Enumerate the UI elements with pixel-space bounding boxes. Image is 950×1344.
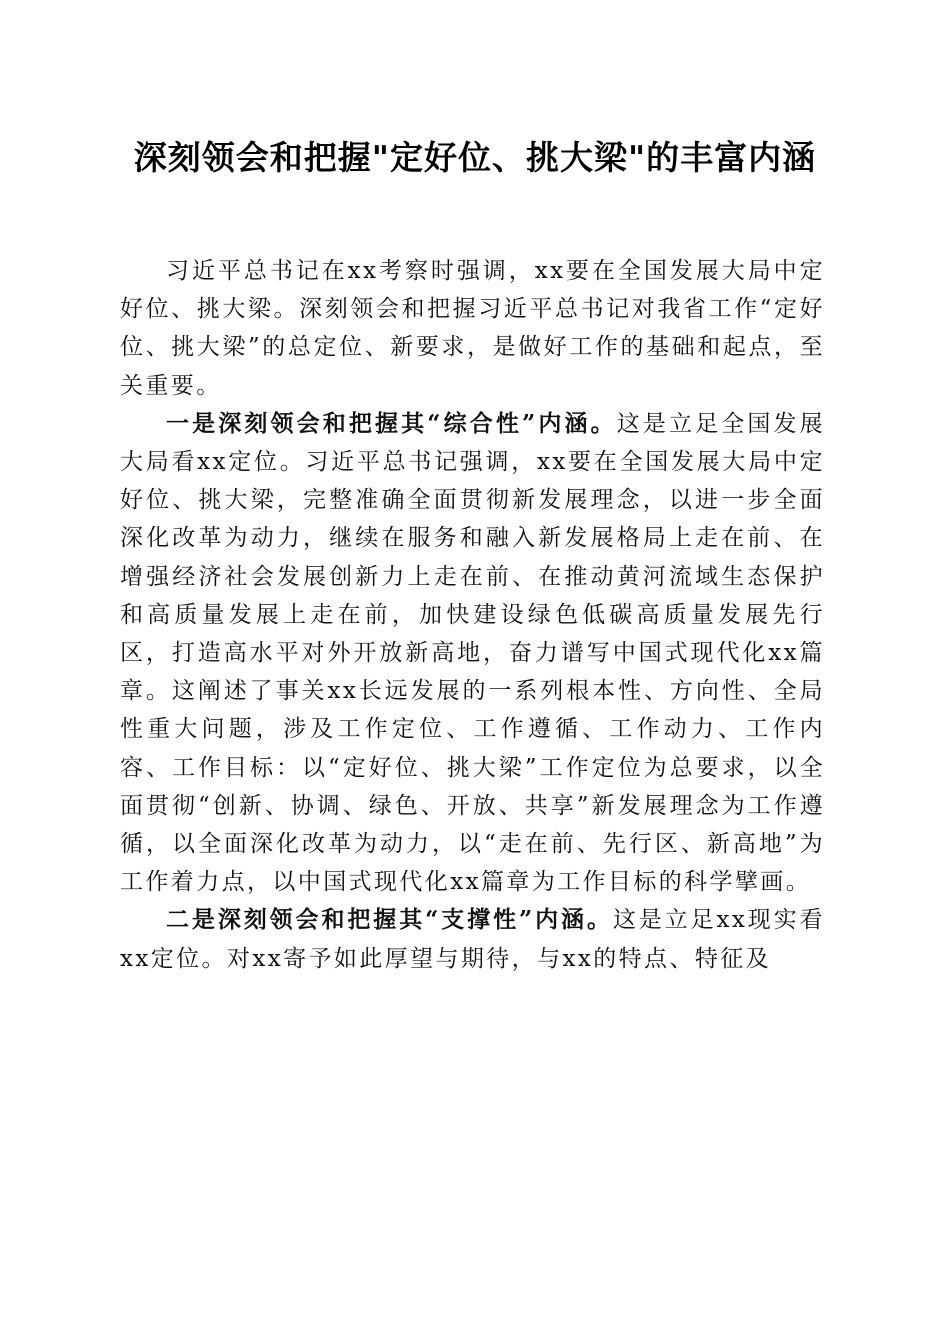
paragraph-intro [120,252,825,405]
paragraph-lead: 一是深刻领会和把握其“综合性”内涵。 [166,409,617,437]
paragraph-text: 习近平总书记在xx考察时强调，xx要在全国发展大局中定好位、挑大梁。深刻领会和把握习近平总书记对我省工作“定好位、挑大梁”的总定位、新要求，是做好工作的基础和起点，至关重要。 [120,258,825,399]
paragraph-point-two [120,901,825,977]
paragraph-lead: 二是深刻领会和把握其“支撑性”内涵。 [166,906,613,934]
paragraph-text: 这是立足xx现实看xx定位。对xx寄予如此厚望与期待，与xx的特点、特征及 [120,907,825,972]
paragraph-point-one [120,405,825,902]
document-title: 深刻领会和把握"定好位、挑大梁"的丰富内涵 [133,138,817,177]
document-body [120,252,825,978]
paragraph-text: 这是立足全国发展大局看xx定位。习近平总书记强调，xx要在全国发展大局中定好位、挑大梁，完整准确全面贯彻新发展理念，以进一步全面深化改革为动力，继续在服务和融入新发展格局上走在前、在增强经济社会发展创新力上走在前、在推动黄河流域生态保护和高质量发展上走在前，加快建设绿色低碳高质量发展先行区，打造高水平对外开放新高地，奋力谱写中国式现代化xx篇章。这阐述了事关xx长远发展的一系列根本性、方向性、全局性重大问题，涉及工作定位、工作遵循、工作动力、工作内容、工作目标：以“定好位、挑大梁”工作定位为总要求，以全面贯彻“创新、协调、绿色、开放、共享”新发展理念为工作遵循，以全面深化改革为动力，以“走在前、先行区、新高地”为工作着力点，以中国式现代化xx篇章为工作目标的科学擘画。 [120,410,825,896]
